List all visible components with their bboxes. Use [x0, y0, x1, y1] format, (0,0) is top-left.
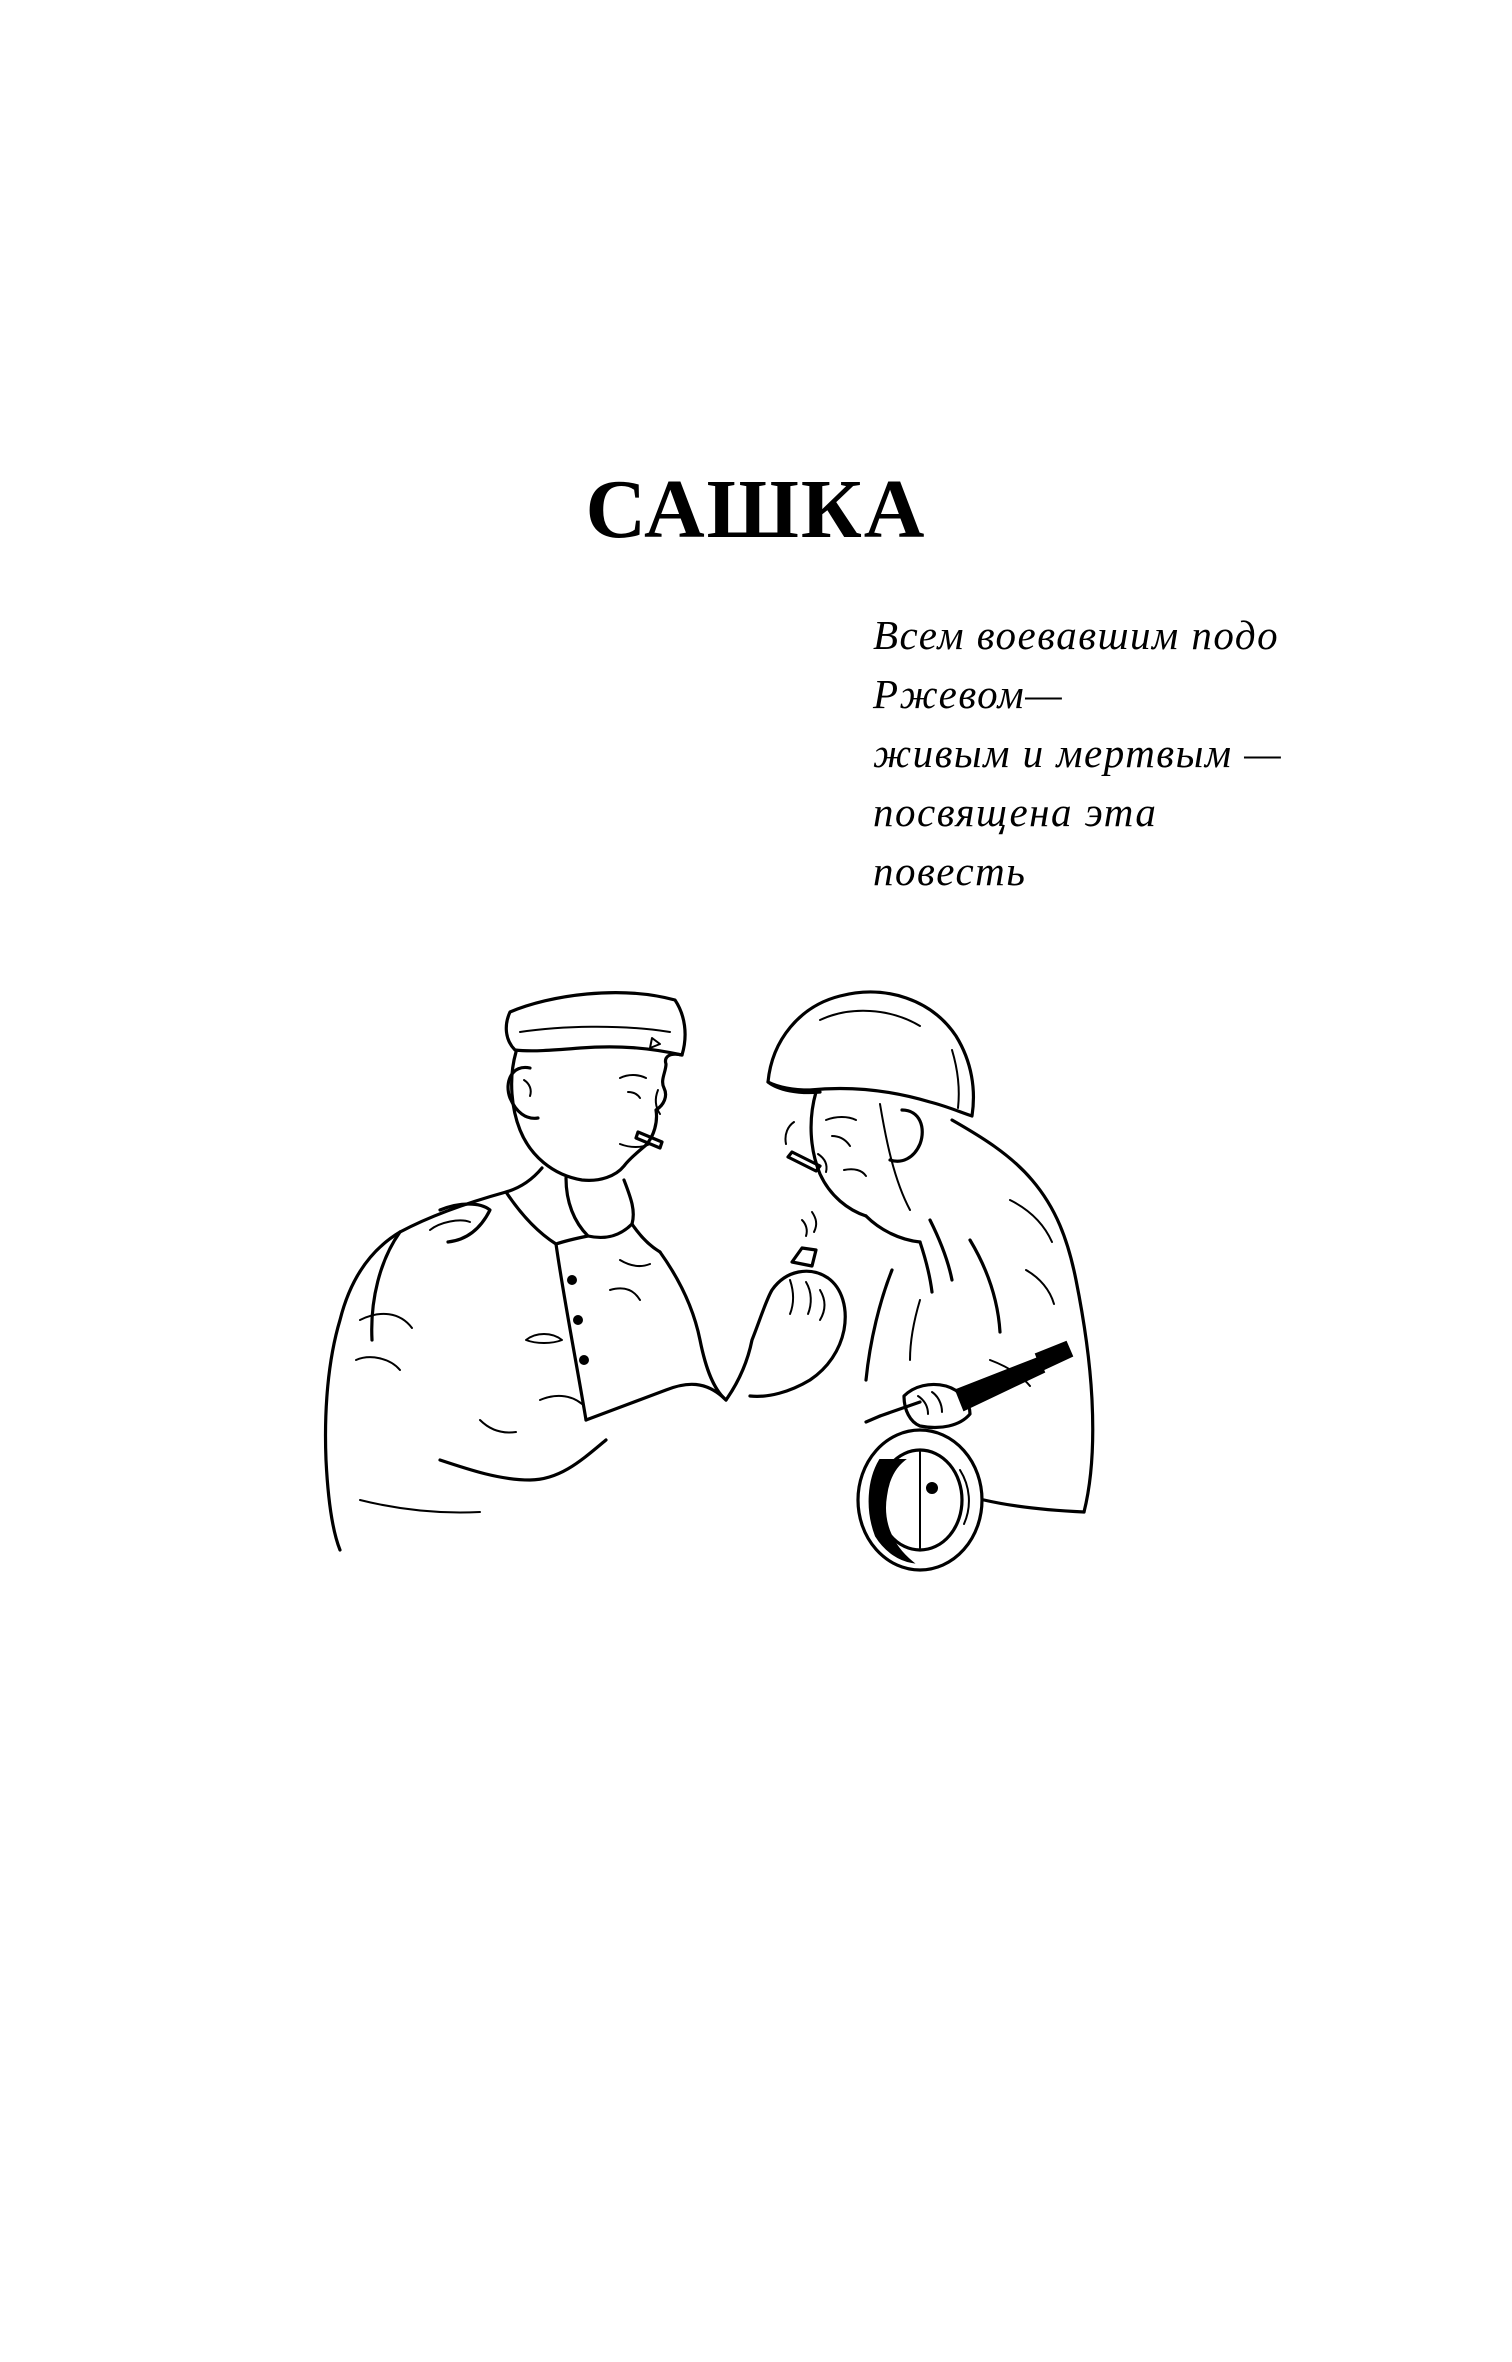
epigraph-line: повесть: [873, 848, 1027, 894]
story-title: САШКА: [585, 463, 927, 556]
epigraph-line: живым и мертвым —: [873, 730, 1283, 776]
dedication-epigraph: [873, 606, 1433, 901]
epigraph-line: Всем воевавшим подо: [873, 612, 1280, 658]
two-soldiers-lighting-cigarettes-drawing-icon: [320, 940, 1180, 1580]
right-soldier: [768, 992, 1093, 1570]
epigraph-line: посвящена эта: [873, 789, 1158, 835]
epigraph-line: Ржевом—: [873, 671, 1064, 717]
illustration-svg: [320, 940, 1180, 1580]
